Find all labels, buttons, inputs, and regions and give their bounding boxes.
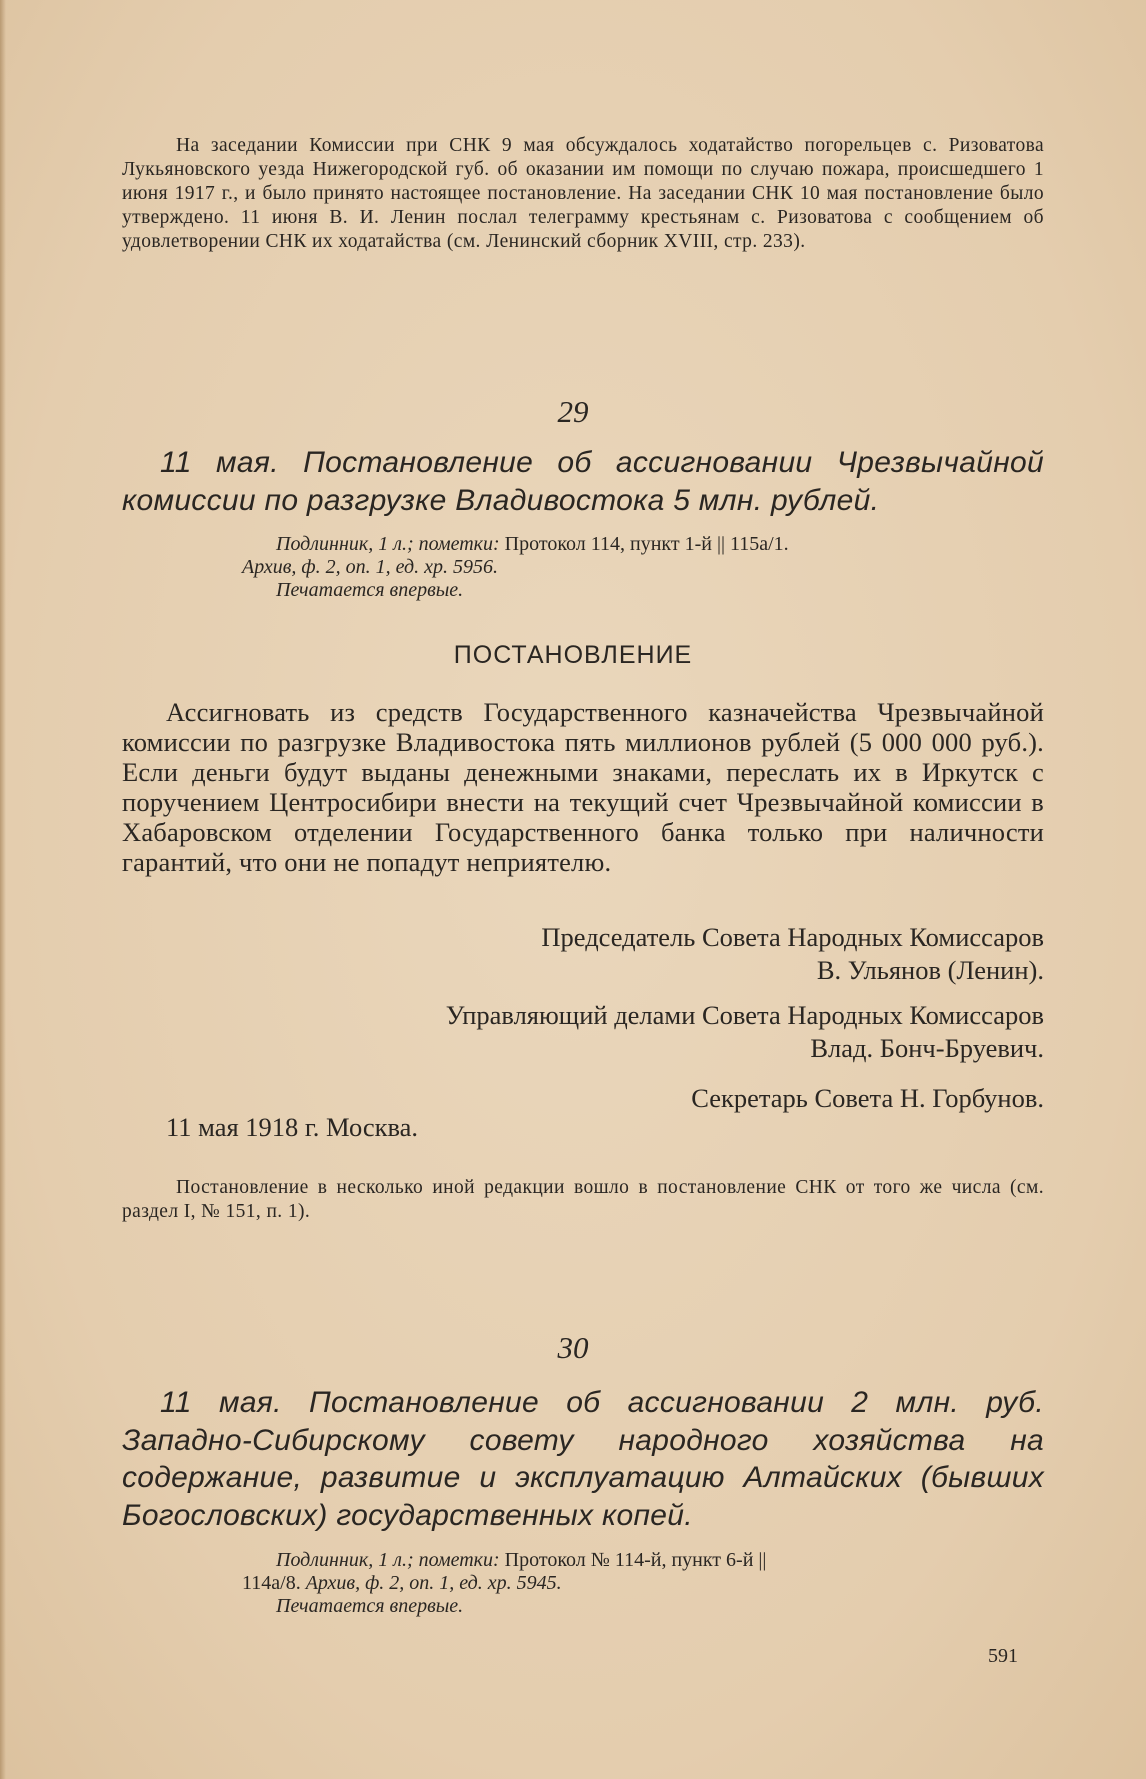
doc29-source-line: [276, 533, 1044, 556]
doc29-body: Ассигновать из средств Государственного казначейства Чрезвычайной комиссии по разгрузке Владивостока пять миллионов рублей (5 000 000 руб.). Если деньги будут выданы денежными знаками, переслать их в Иркутск с поручением Центросибири внести на текущий счет Чрезвычайной комиссии в Хабаровском отделении Государственного банка только при наличности гарантий, что они не попадут неприятелю.: [122, 697, 1044, 877]
doc29-sig2-name: Влад. Бонч-Бруевич.: [810, 1033, 1044, 1063]
doc29-sig1-title: Председатель Совета Народных Комиссаров: [541, 922, 1044, 952]
doc29-source: [242, 533, 1044, 602]
doc30-source: [242, 1549, 1044, 1618]
intro-note-block: [122, 134, 1044, 254]
doc29-body-block: [122, 697, 1044, 877]
doc29-number: 29: [557, 394, 589, 429]
doc29-printed: Печатается впервые.: [276, 579, 464, 601]
doc29-title: 11 мая. Постановление об ассигновании Чрезвычайной комиссии по разгрузке Владивостока 5 млн. рублей.: [122, 446, 1044, 517]
doc29-date-place: 11 мая 1918 г. Москва.: [166, 1112, 419, 1142]
doc29-title-block: [122, 444, 1044, 519]
doc30-source-marks: Протокол № 114-й, пункт 6-й ||: [504, 1549, 767, 1571]
doc29-note: Постановление в несколько иной редакции вошло в постановление СНК от того же числа (см. раздел I, № 151, п. 1).: [122, 1177, 1044, 1222]
doc29-archive: Архив, ф. 2, оп. 1, ед. хр. 5956.: [242, 556, 498, 578]
intro-note: На заседании Комиссии при СНК 9 мая обсуждалось ходатайство погорельцев с. Ризоватова Лукьяновского уезда Нижегородской губ. об оказании им помощи по случаю пожара, происшедшего 1 июня 1917 г., и было принято настоящее постановление. На заседании СНК 10 мая постановление было утверждено. 11 июня В. И. Ленин послал телеграмму крестьянам с. Ризоватова с сообщением об удовлетворении СНК их ходатайства (см. Ленинский сборник XVIII, стр. 233).: [122, 135, 1044, 252]
doc29-source-label: Подлинник, 1 л.; пометки:: [276, 533, 500, 555]
page-number: 591: [988, 1645, 1018, 1667]
doc30-archive: Архив, ф. 2, оп. 1, ед. хр. 5945.: [305, 1572, 562, 1594]
doc30-number: 30: [557, 1330, 589, 1365]
doc29-sig1-name: В. Ульянов (Ленин).: [816, 955, 1044, 985]
doc30-title-block: [122, 1384, 1044, 1534]
page-edge-shadow: [0, 0, 6, 1779]
doc30-archive-line: [242, 1572, 1044, 1595]
doc30-title: 11 мая. Постановление об ассигновании 2 млн. руб. Западно-Сибирскому совету народного хозяйства на содержание, развитие и эксплуатацию Алтайских (бывших Богословских) государственных копей.: [122, 1386, 1044, 1532]
doc30-printed: Печатается впервые.: [276, 1595, 464, 1617]
doc29-note-block: [122, 1176, 1044, 1224]
doc29-sig3: Секретарь Совета Н. Горбунов.: [691, 1083, 1044, 1113]
doc29-sig2-title: Управляющий делами Совета Народных Комиссаров: [445, 1000, 1044, 1030]
doc30-source-label: Подлинник, 1 л.; пометки:: [276, 1549, 500, 1571]
doc29-source-marks: Протокол 114, пункт 1-й || 115а/1.: [504, 533, 789, 555]
doc29-heading: ПОСТАНОВЛЕНИЕ: [453, 641, 693, 669]
doc30-source-line: [276, 1549, 1044, 1572]
doc30-source-cont: 114а/8.: [242, 1572, 301, 1594]
